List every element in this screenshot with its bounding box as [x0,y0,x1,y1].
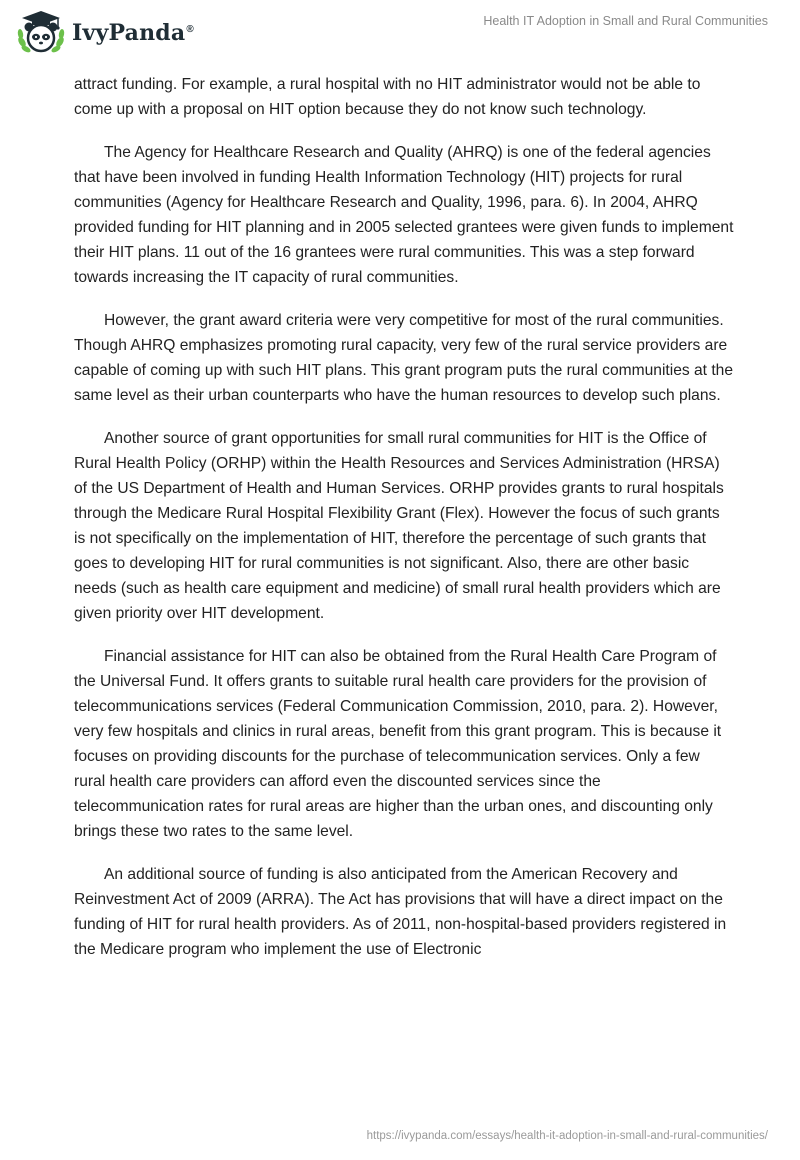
brand-name-text: IvyPanda [72,20,186,46]
page-header [0,0,800,64]
paragraph: The Agency for Healthcare Research and Quality (AHRQ) is one of the federal agencies that have been involved in funding Health Information Technology (HIT) projects for rural communities (Agency for Healthcare Research and Quality, 1996, para. 6). In 2004, AHRQ provided funding for HIT planning and in 2005 selected grantees were given funds to implement their HIT plans. 11 out of the 16 grantees were rural communities. This was a step forward towards increasing the IT capacity of rural communities. [74,144,734,286]
essay-body [74,72,734,980]
paragraph: attract funding. For example, a rural hospital with no HIT administrator would not be able to come up with a proposal on HIT option because they do not know such technology. [74,76,701,118]
panda-graduate-icon [16,8,66,56]
registered-mark: ® [186,23,194,35]
paragraph: Financial assistance for HIT can also be obtained from the Rural Health Care Program of the Universal Fund. It offers grants to suitable rural health care providers for the provision of telecommunications services (Federal Communication Commission, 2010, para. 2). However, very few hospitals and clinics in rural areas, benefit from this grant program. This is because it focuses on providing discounts for the purchase of telecommunication services. Only a few rural health care providers can afford even the discounted services since the telecommunication rates for rural areas are higher than the urban ones, and discounting only brings these two rates to the same level. [74,648,722,840]
paragraph: Another source of grant opportunities for small rural communities for HIT is the Office of Rural Health Policy (ORHP) within the Health Resources and Services Administration (HRSA) of the US Department of Health and Human Services. ORHP provides grants to rural hospitals through the Medicare Rural Hospital Flexibility Grant (Flex). However the focus of such grants is not specifically on the implementation of HIT, therefore the percentage of such grants that goes to developing HIT for rural communities is not significant. Also, there are other basic needs (such as health care equipment and medicine) of small rural health providers which are given priority over HIT development. [74,430,724,622]
source-url[interactable]: https://ivypanda.com/essays/health-it-adoption-in-small-and-rural-communities/ [366,1130,768,1142]
ivypanda-logo[interactable] [16,8,194,56]
document-title: Health IT Adoption in Small and Rural Communities [483,14,768,28]
paragraph: An additional source of funding is also anticipated from the American Recovery and Reinvestment Act of 2009 (ARRA). The Act has provisions that will have a direct impact on the funding of HIT for rural health providers. As of 2011, non-hospital-based providers registered in the Medicare program who implement the use of Electronic [74,866,727,958]
brand-name [72,20,194,46]
paragraph: However, the grant award criteria were very competitive for most of the rural communities. Though AHRQ emphasizes promoting rural capacity, very few of the rural service providers are capable of coming up with such HIT plans. This grant program puts the rural communities at the same level as their urban counterparts who have the human resources to develop such plans. [74,312,734,404]
